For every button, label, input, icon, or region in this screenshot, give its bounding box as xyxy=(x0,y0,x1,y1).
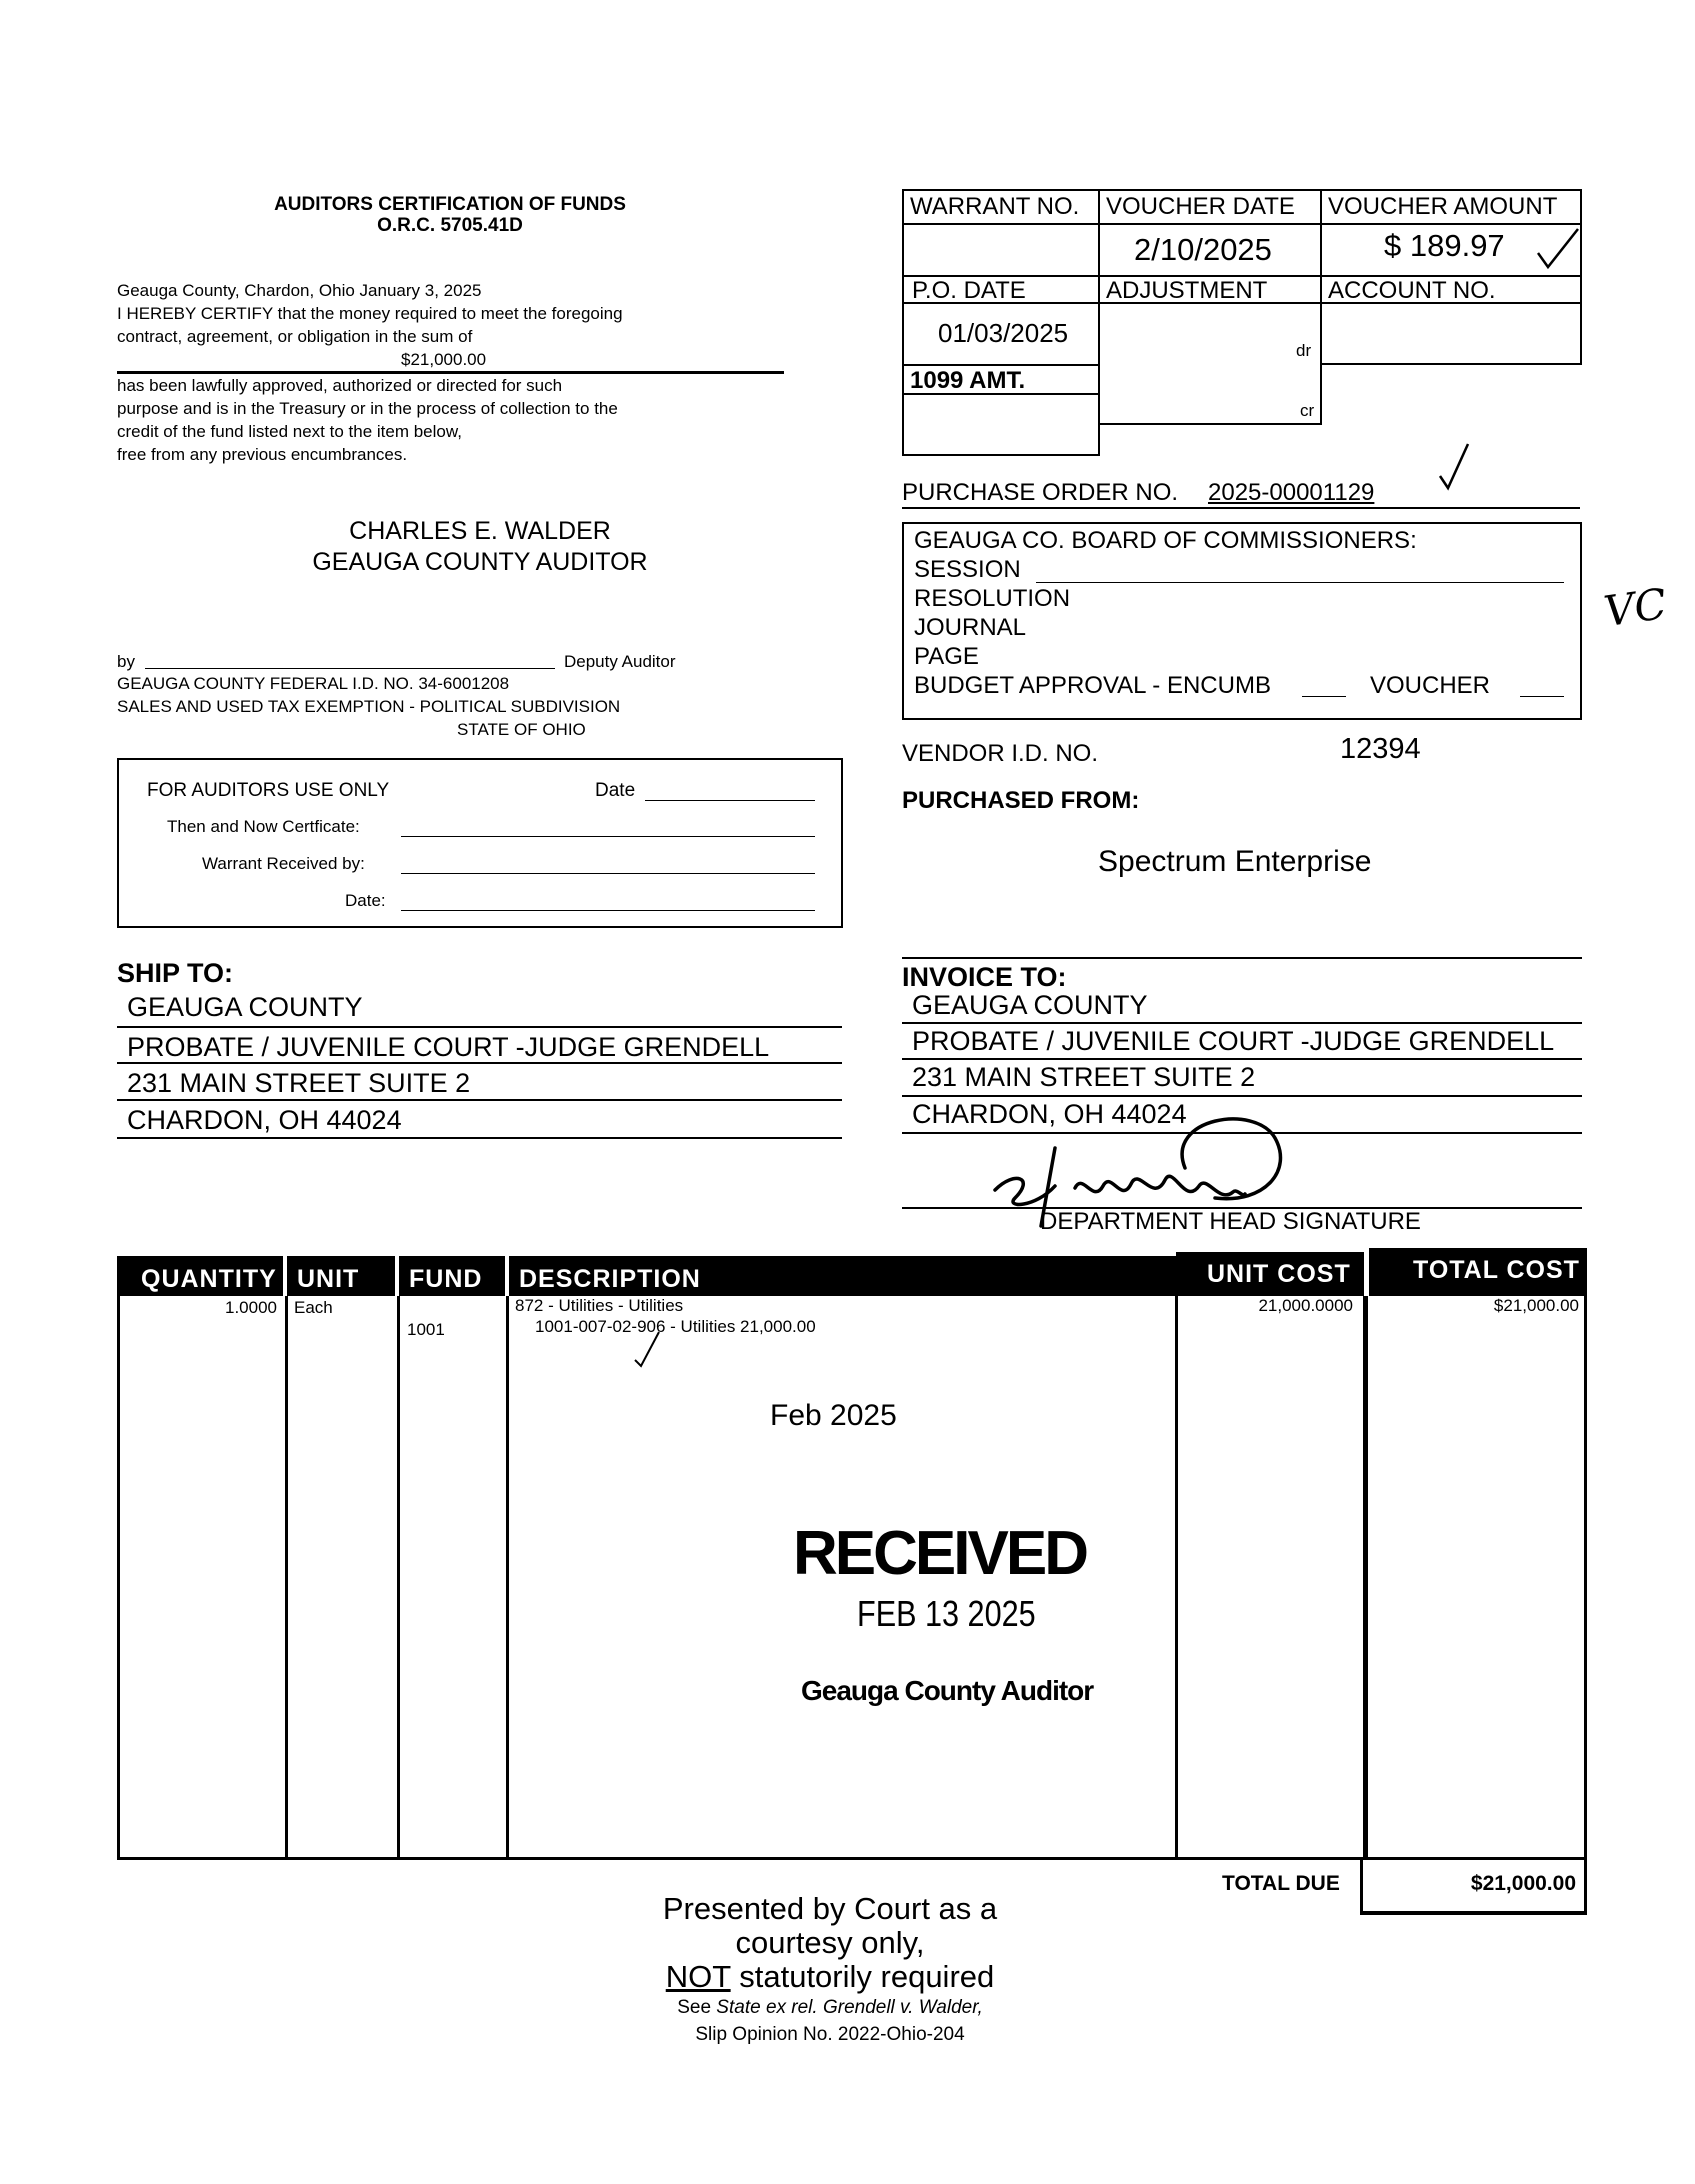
adjustment-label: ADJUSTMENT xyxy=(1106,277,1268,304)
billing-period-note: Feb 2025 xyxy=(770,1399,897,1432)
divider-unit xyxy=(285,1296,288,1860)
voucher-hline-3 xyxy=(1320,363,1582,365)
auditors-date-label: Date xyxy=(595,780,636,801)
fed-id: GEAUGA COUNTY FEDERAL I.D. NO. 34-6001208 xyxy=(117,674,510,693)
board-page: PAGE xyxy=(914,643,979,670)
po-label: PURCHASE ORDER NO. xyxy=(902,479,1179,506)
board-journal: JOURNAL xyxy=(914,614,1027,641)
amt-1099-label: 1099 AMT. xyxy=(910,367,1026,394)
deputy-signature-line xyxy=(145,668,555,669)
stamp-word: RECEIVED xyxy=(793,1519,1086,1588)
total-due-value: $21,000.00 xyxy=(1470,1872,1576,1895)
auditors-use-title: FOR AUDITORS USE ONLY xyxy=(147,780,390,801)
checkmark-icon xyxy=(631,1330,665,1370)
auditor-name: CHARLES E. WALDER xyxy=(349,517,611,545)
cert-line6: free from any previous encumbrances. xyxy=(117,445,408,464)
footer-line1: Presented by Court as a xyxy=(662,1891,998,1926)
voucher-amount-label: VOUCHER AMOUNT xyxy=(1328,193,1558,220)
invoice-top-line xyxy=(902,957,1582,959)
cert-line1: I HEREBY CERTIFY that the money required to meet the foregoing xyxy=(117,304,623,323)
row-desc1: 872 - Utilities - Utilities xyxy=(515,1296,684,1315)
cert-line2: contract, agreement, or obligation in the sum of xyxy=(117,327,473,346)
voucher-grid xyxy=(902,189,1582,456)
auditor-block xyxy=(230,516,730,578)
row-quantity: 1.0000 xyxy=(225,1298,277,1317)
po-date-value: 01/03/2025 xyxy=(938,318,1069,348)
voucher-vline-0 xyxy=(902,189,904,456)
footer-line2: courtesy only, xyxy=(735,1925,925,1960)
total-due-label: TOTAL DUE xyxy=(1222,1872,1340,1895)
cert-line3: has been lawfully approved, authorized or directed for such xyxy=(117,376,563,395)
divider-totalcost xyxy=(1363,1296,1368,1860)
footer-not: NOT xyxy=(665,1959,731,1994)
cert-place-date: Geauga County, Chardon, Ohio January 3, 2025 xyxy=(117,281,482,300)
row-desc2: 1001-007-02-906 - Utilities 21,000.00 xyxy=(535,1317,816,1336)
footer-line4 xyxy=(560,1994,1100,2021)
state-label: STATE OF OHIO xyxy=(457,720,586,739)
po-number: 2025-00001129 xyxy=(1208,479,1375,506)
checkmark-icon xyxy=(1436,440,1472,492)
voucher-vline-5 xyxy=(1098,363,1100,455)
deputy-label: Deputy Auditor xyxy=(564,652,676,671)
cr-label: cr xyxy=(1300,401,1315,420)
footer-case: State ex rel. Grendell v. Walder, xyxy=(716,1997,983,2018)
col-unit-cost-header: UNIT COST xyxy=(1176,1252,1364,1296)
row-total-cost: $21,000.00 xyxy=(1493,1296,1579,1315)
warrant-no-label: WARRANT NO. xyxy=(910,193,1080,220)
footer-line3 xyxy=(560,1960,1100,1994)
date2-line[interactable] xyxy=(401,910,815,911)
auditors-date-line[interactable] xyxy=(645,800,815,801)
footer-note xyxy=(560,1892,1100,2048)
voucher-hline-4 xyxy=(902,364,1100,366)
warrant-received-line[interactable] xyxy=(401,873,815,874)
purchased-from-label: PURCHASED FROM: xyxy=(902,787,1140,814)
then-now-line[interactable] xyxy=(401,836,815,837)
vendor-name: Spectrum Enterprise xyxy=(1098,845,1372,878)
voucher-date-label: VOUCHER DATE xyxy=(1106,193,1295,220)
checkmark-icon xyxy=(1534,223,1582,273)
then-now-label: Then and Now Certficate: xyxy=(167,817,360,836)
signature-icon xyxy=(975,1108,1315,1238)
col-unit-header: UNIT xyxy=(287,1256,395,1296)
row-unit-cost: 21,000.0000 xyxy=(1258,1296,1353,1315)
ship-to-block xyxy=(117,992,842,1139)
account-no-label: ACCOUNT NO. xyxy=(1328,277,1496,304)
footer-line5: Slip Opinion No. 2022-Ohio-204 xyxy=(695,2024,965,2045)
col-description-header: DESCRIPTION xyxy=(509,1256,1292,1296)
voucher-vline-4 xyxy=(1320,363,1322,425)
row-unit: Each xyxy=(294,1298,333,1317)
cert-code: O.R.C. 5705.41D xyxy=(377,215,523,236)
session-line[interactable] xyxy=(1036,582,1564,583)
cert-amount: $21,000.00 xyxy=(401,350,487,369)
encumb-line[interactable] xyxy=(1302,696,1346,697)
vendor-id-label: VENDOR I.D. NO. xyxy=(902,740,1099,767)
cert-header xyxy=(200,194,700,236)
po-date-label: P.O. DATE xyxy=(912,277,1026,304)
vendor-id: 12394 xyxy=(1340,733,1421,765)
deputy-block xyxy=(117,650,817,741)
auditor-title: GEAUGA COUNTY AUDITOR xyxy=(312,548,648,576)
items-table xyxy=(117,1256,1587,1862)
po-row xyxy=(902,479,1582,509)
voucher-hline-7 xyxy=(1098,423,1322,425)
footer-line3-rest: statutorily required xyxy=(730,1959,995,1994)
stamp-office: Geauga County Auditor xyxy=(801,1675,1094,1706)
total-due-box xyxy=(1360,1860,1587,1915)
po-underline xyxy=(902,507,1580,509)
board-voucher: VOUCHER xyxy=(1370,672,1491,699)
cert-line4: purpose and is in the Treasury or in the process of collection to the xyxy=(117,399,618,418)
cert-line5: credit of the fund listed next to the item below, xyxy=(117,422,462,441)
col-fund-header: FUND xyxy=(399,1256,505,1296)
col-quantity-header: QUANTITY xyxy=(117,1256,283,1296)
divider-desc xyxy=(506,1296,509,1860)
col-total-cost-header: TOTAL COST xyxy=(1369,1248,1587,1296)
ship-to-line2: PROBATE / JUVENILE COURT -JUDGE GRENDELL xyxy=(117,1028,842,1064)
divider-fund xyxy=(397,1296,400,1860)
by-label: by xyxy=(117,652,135,671)
ship-to-line4: CHARDON, OH 44024 xyxy=(117,1101,842,1139)
cert-amount-line xyxy=(117,348,784,374)
ship-to-line1: GEAUGA COUNTY xyxy=(117,992,842,1028)
stamp-date: FEB 13 2025 xyxy=(857,1593,1036,1634)
voucher-hline-6 xyxy=(902,454,1100,456)
footer-see: See xyxy=(677,1997,717,2018)
voucher-date-value: 2/10/2025 xyxy=(1134,232,1272,267)
ship-to-label: SHIP TO: xyxy=(117,958,234,988)
date2-label: Date: xyxy=(345,891,386,910)
board-resolution: RESOLUTION xyxy=(914,585,1071,612)
board-box xyxy=(902,522,1582,720)
dept-head-label: DEPARTMENT HEAD SIGNATURE xyxy=(1040,1208,1421,1235)
ship-to-line3: 231 MAIN STREET SUITE 2 xyxy=(117,1064,842,1101)
warrant-received-label: Warrant Received by: xyxy=(202,854,365,873)
received-stamp xyxy=(793,1518,1193,1707)
invoice-to-label: INVOICE TO: xyxy=(902,962,1067,992)
cert-body xyxy=(117,279,797,466)
auditors-use-box xyxy=(117,758,843,928)
invoice-to-line3: 231 MAIN STREET SUITE 2 xyxy=(902,1060,1582,1097)
invoice-to-line2: PROBATE / JUVENILE COURT -JUDGE GRENDELL xyxy=(902,1024,1582,1060)
cert-title: AUDITORS CERTIFICATION OF FUNDS xyxy=(274,194,626,215)
voucher-line[interactable] xyxy=(1520,696,1564,697)
board-budget: BUDGET APPROVAL - ENCUMB xyxy=(914,672,1271,699)
invoice-to-line4: CHARDON, OH 44024 xyxy=(902,1097,1582,1134)
dr-label: dr xyxy=(1296,341,1312,360)
margin-initials: VC xyxy=(1600,578,1670,637)
row-fund: 1001 xyxy=(407,1320,445,1339)
board-session: SESSION xyxy=(914,556,1021,583)
invoice-to-line1: GEAUGA COUNTY xyxy=(902,990,1582,1024)
voucher-amount-value: $ 189.97 xyxy=(1384,228,1505,263)
board-title: GEAUGA CO. BOARD OF COMMISSIONERS: xyxy=(914,527,1417,554)
tax-exempt: SALES AND USED TAX EXEMPTION - POLITICAL SUBDIVISION xyxy=(117,697,621,716)
